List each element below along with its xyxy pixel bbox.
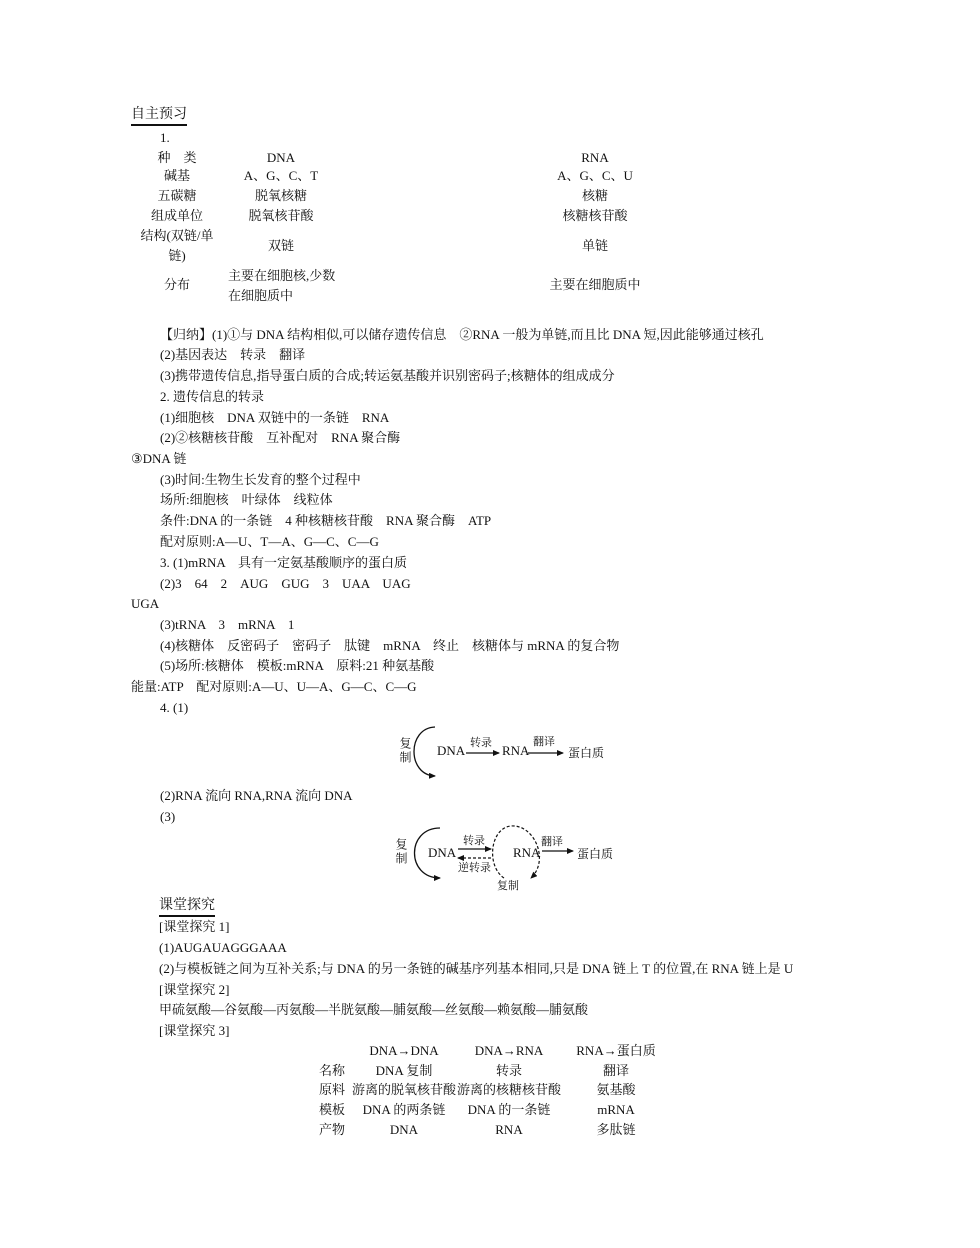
rna-replication-label: 复制 (497, 880, 519, 892)
section-heading-self-study: 自主预习 (131, 107, 187, 126)
table-cell: RNA (495, 1122, 523, 1137)
table-label-unit: 组成单位 (150, 208, 203, 223)
table-row-label: 模板 (319, 1102, 346, 1117)
table-row-label: 原料 (319, 1082, 346, 1097)
note-line: 2. 遗传信息的转录 (160, 389, 265, 404)
note-line: (2)基因表达 转录 翻译 (160, 347, 306, 362)
table-cell: A、G、C、U (557, 168, 633, 183)
dna-node: DNA (428, 845, 457, 860)
section-heading-class-inquiry: 课堂探究 (159, 898, 215, 917)
extended-central-dogma-diagram (390, 822, 615, 897)
table-header: DNA→DNA (369, 1043, 439, 1058)
inquiry-label: [课堂探究 3] (159, 1023, 230, 1038)
table-header-rna: RNA (581, 150, 609, 165)
table-cell: DNA 的一条链 (467, 1102, 551, 1117)
inquiry-answer: 甲硫氨酸—谷氨酸—丙氨酸—半胱氨酸—脯氨酸—丝氨酸—赖氨酸—脯氨酸 (159, 1002, 589, 1017)
note-line: (3)携带遗传信息,指导蛋白质的合成;转运氨基酸并识别密码子;核糖体的组成成分 (160, 368, 615, 383)
table-cell: 氨基酸 (596, 1082, 636, 1097)
rna-node: RNA (513, 845, 541, 860)
inquiry-label: [课堂探究 2] (159, 982, 230, 997)
table-cell: mRNA (597, 1102, 635, 1117)
table-cell: 核糖核苷酸 (562, 208, 628, 223)
note-line: (1)细胞核 DNA 双链中的一条链 RNA (160, 410, 390, 425)
table-cell: 游离的脱氧核苷酸 (352, 1082, 457, 1097)
table-cell: 核糖 (581, 188, 608, 203)
reverse-transcription-label: 逆转录 (458, 862, 491, 874)
transcription-label: 转录 (470, 737, 492, 749)
note-line: (2)②核糖核苷酸 互补配对 RNA 聚合酶 (160, 430, 401, 445)
dna-node: DNA (437, 743, 466, 758)
note-line: ③DNA 链 (131, 451, 187, 466)
protein-node: 蛋白质 (568, 746, 605, 760)
table-label-structure: 结构(双链/单 (140, 228, 214, 243)
table-cell: 在细胞质中 (228, 288, 294, 303)
table-cell: 脱氧核糖 (254, 188, 307, 203)
table-label-sugar: 五碳糖 (157, 188, 197, 203)
table-label-structure-cont: 链) (168, 248, 186, 263)
replication-label: 复制 (398, 737, 412, 765)
inquiry-answer: (1)AUGAUAGGGAAA (159, 940, 287, 955)
note-line: (5)场所:核糖体 模板:mRNA 原料:21 种氨基酸 (160, 658, 435, 673)
inquiry-label: [课堂探究 1] (159, 919, 230, 934)
rna-node: RNA (502, 743, 530, 758)
table-cell: 主要在细胞质中 (549, 277, 641, 292)
table-cell: 多肽链 (596, 1122, 636, 1137)
protein-node: 蛋白质 (577, 847, 614, 861)
table-cell: 脱氧核苷酸 (248, 208, 314, 223)
table-cell: A、G、C、T (243, 168, 319, 183)
table-cell: 游离的核糖核苷酸 (457, 1082, 562, 1097)
dna-replication-label: 复制 (394, 838, 408, 866)
note-line: (3)时间:生物生长发育的整个过程中 (160, 472, 361, 487)
note-line: (2)3 64 2 AUG GUG 3 UAA UAG (160, 576, 411, 591)
note-line: 【归纳】(1)①与 DNA 结构相似,可以储存遗传信息 ②RNA 一般为单链,而且比 DNA 短,因此能够通过核孔 (160, 327, 764, 342)
note-line: 场所:细胞核 叶绿体 线粒体 (160, 492, 333, 507)
translation-label: 翻译 (533, 736, 555, 748)
inquiry-answer: (2)与模板链之间为互补关系;与 DNA 的另一条链的碱基序列基本相同,只是 DNA 链上 T 的位置,在 RNA 链上是 U (159, 961, 794, 976)
table-cell: DNA (389, 1122, 419, 1137)
table-row-label: 产物 (319, 1122, 346, 1137)
table-label-kind: 种 类 (157, 150, 197, 165)
note-line: (3) (160, 809, 176, 824)
note-line: 配对原则:A—U、T—A、G—C、C—G (160, 534, 379, 549)
translation-label: 翻译 (541, 836, 563, 848)
table-header: RNA→蛋白质 (576, 1043, 656, 1058)
note-line: 4. (1) (160, 700, 189, 715)
table-row-label: 名称 (319, 1063, 346, 1078)
replication-loop-arrow (414, 727, 435, 776)
table-cell: 单链 (581, 238, 608, 253)
central-dogma-diagram (395, 720, 615, 782)
note-line: (4)核糖体 反密码子 密码子 肽键 mRNA 终止 核糖体与 mRNA 的复合物 (160, 638, 620, 653)
note-line: (3)tRNA 3 mRNA 1 (160, 617, 295, 632)
note-line: 3. (1)mRNA 具有一定氨基酸顺序的蛋白质 (160, 555, 408, 570)
note-line: (2)RNA 流向 RNA,RNA 流向 DNA (160, 788, 353, 803)
question-number: 1. (160, 130, 170, 145)
table-cell: 翻译 (602, 1063, 629, 1078)
note-line: UGA (131, 596, 160, 611)
note-line: 条件:DNA 的一条链 4 种核糖核苷酸 RNA 聚合酶 ATP (160, 513, 492, 528)
table-label-distribution: 分布 (163, 277, 190, 292)
table-header-dna: DNA (266, 150, 296, 165)
table-cell: 主要在细胞核,少数 (228, 268, 336, 283)
table-cell: DNA 的两条链 (362, 1102, 446, 1117)
table-cell: 转录 (495, 1063, 522, 1078)
transcription-label: 转录 (463, 835, 485, 847)
table-header: DNA→RNA (474, 1043, 544, 1058)
table-cell: DNA 复制 (375, 1063, 433, 1078)
table-cell: 双链 (267, 238, 294, 253)
note-line: 能量:ATP 配对原则:A—U、U—A、G—C、C—G (131, 679, 417, 694)
table-label-bases: 碱基 (163, 168, 190, 183)
